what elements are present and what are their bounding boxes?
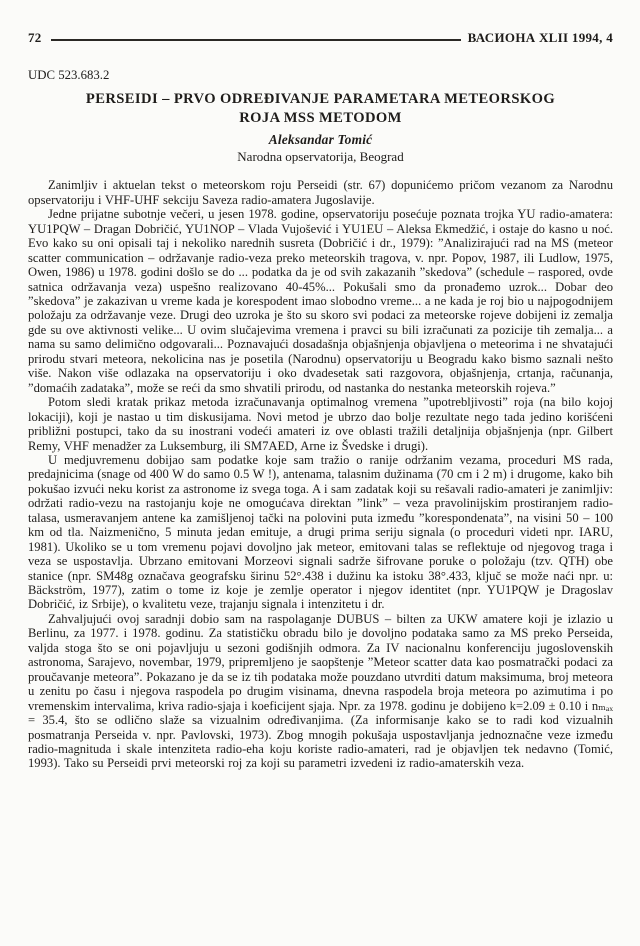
author-name: Aleksandar Tomić	[268, 132, 373, 148]
article-title	[28, 90, 613, 127]
article-body	[28, 178, 613, 771]
paragraph-dubus-results: Zahvaljujući ovoj saradnji dobio sam na raspolaganje DUBUS – bilten za UKW amatere koji je izlazio u Berlinu, za 1977. i 1978. godinu. Za statističku obradu bilo je dovoljno podataka samo za MS preko Perseida, valjda stoga što se oni pojavljuju u sezoni godišnjih odmora. Za IV nacionalnu konferenciju jugoslovenskih astronoma, Sarajevo, novembar, 1979, pripremljeno je saopštenje ”Meteor scatter data kao posmatrački podaci za proučavanje meteora”. Pokazano je da se iz tih podataka može pouzdano utvrditi datum maksimuma, broj meteora u zenitu po času i njegova raspodela po drugim visinama, dnevna raspodela broja meteora po azimutima i po vremenskim intervalima, kriva radio-sjaja i koeficijent sjaja. Npr. za 1978. godinu je dobijeno k=2.09 ± 0.10 i nₘₐₓ = 35.4, što se odlično slaže sa vizualnim određivanjima. (Za informisanje kako se to radi kod vizualnih posmatranja Perseida v. npr. Pavlovski, 1973). Zbog mnogih pokušaja uspostavljanja jednoznačne veze između radio-magnituda i skale intenziteta radio-eha koju koriste radio-amateri, rad je objavljen tek nedavno (Tomić, 1993). Tako su Perseidi prvi meteorski roj za koji su parametri izvedeni iz radio-amaterskih veza.	[28, 611, 613, 771]
article-title-line1: PERSEIDI – PRVO ODREĐIVANJE PARAMETARA METEORSKOG	[85, 91, 556, 107]
author-affiliation: Narodna opservatorija, Beograd	[237, 149, 404, 165]
header-rule	[51, 39, 461, 41]
paragraph-intro: Zanimljiv i aktuelan tekst o meteorskom roju Perseidi (str. 67) dopunićemo pričom vezanom za Narodnu opservatoriju i VHF-UHF sekciju Saveza radio-amatera Jugoslavije.	[28, 178, 613, 207]
running-head	[28, 30, 613, 46]
journal-title: ВАСИОНА XLII 1994, 4	[467, 30, 613, 45]
paragraph-method: Potom sledi kratak prikaz metoda izračunavanja optimalnog vremena ”upotrebljivosti” roja (na bilo kojoj lokaciji), koji je nastao u tim diskusijama. Novi metod je ubrzo dao bolje rezultate nego tada jedino korišćeni približni postupci, tako da su inostrani vodeći amateri iz ove oblasti tražili detaljnija objašnjenja (npr. Gilbert Remy, VHF menadžer za Luksemburg, ili SM7AED, Arne iz Švedske i drugi).	[28, 395, 613, 453]
page-number: 72	[28, 30, 42, 45]
udc-code: UDC 523.683.2	[28, 68, 110, 82]
article-title-line2: ROJA MSS METODOM	[239, 109, 402, 126]
paragraph-visit-story: Jedne prijatne subotnje večeri, u jesen 1978. godine, opservatoriju posećuje poznata trojka YU radio-amatera: YU1PQW – Dragan Dobričić, YU1NOP – Vlada Vujošević i YU1EU – Aleksa Ekmedžić, i ostaje do kasno u noć. Evo kako su oni opisali taj i nekoliko narednih susreta (Dobričić i dr., 1979): ”Analizirajući rad na MS (meteor scatter communication – održavanje radio-veza preko meteorskih tragova, v. npr. Popov, 1987, ili Ludlow, 1975, Owen, 1986) u 1978. godini došlo se do ... podatka da je od svih zakazanih ”skedova” (schedule – raspored, ovde satnica održavanja veza) uspešno realizovano 40-45%... Pokušali smo da pronađemo uzrok... Dobar deo ”skedova” je zakazivan u vreme kada je korespodent imao slobodno vreme... a ne kada je roj bio u najpogodnijem položaju za održavanje veze. Drugi deo uzroka je što su skoro svi podaci za meteorske rojeve dobijeni iz zemalja gde su ove aktivnosti velike... U ovim slučajevima vremena i pravci su bili izračunati za pozicije tih zemalja... a nama su samo delimično odgovarali... Poznavajući dosadašnja objašnjenja objavljena o meteorima i ne shvatajući prirodu stvari meteora, nekolicina nas je posetila (Narodnu) opservatoriju u Beogradu kako bismo saznali nešto više. Nakon više odlazaka na opservatoriju i oko dvadesetak sati razgovora, objašnjenja, crtanja, računanja, ”domaćih zadataka”, može se reći da smo shvatili prirodu, od nastanka do nestanka meteorskih rojeva.”	[28, 207, 613, 395]
paragraph-ms-procedure: U medjuvremenu dobijao sam podatke koje sam tražio o ranije održanim vezama, proceduri MS rada, predajnicima (snage od 400 W do samo 0.5 W !), antenama, talasnim dužinama (70 cm i 2 m) i drugome, kako bih pokušao izvući neku korist za astronome iz svega toga. A i sam zadatak koji su rešavali radio-amateri je zanimljiv: održati radio-vezu na rastojanju koje ne omogućava direktan ”link” – veza pravolinijskim prostiranjem radio-talasa, usmeravanjem antene ka zamišljenoj tački na polovini puta između ”korespondenata”, na visini 50 – 100 km od tla. Naizmenično, 5 minuta jedan emituje, a drugi prima seriju signala (o proceduri videti npr. IARU, 1981). Ukoliko se u tom vremenu pojavi dovoljno jak meteor, emitovani talas se reflektuje od njegovog traga i veza se uspostavlja. Ubrzano emitovani Morzeovi signali sadrže šifrovane poruke o položaju (tzv. QTH) obe stanice (npr. SM48g označava geografsku širinu 52°.438 i dužinu ka istoku 38°.433, ključ se može naći npr. u: Bäckström, 1977), zatim o tome iz koje je zemlje operator i njegov identitet (npr. YU1PQW je Dragoslav Dobričić, iz Srbije), o kvalitetu veze, trajanju signala i intenzitetu i dr.	[28, 452, 613, 612]
